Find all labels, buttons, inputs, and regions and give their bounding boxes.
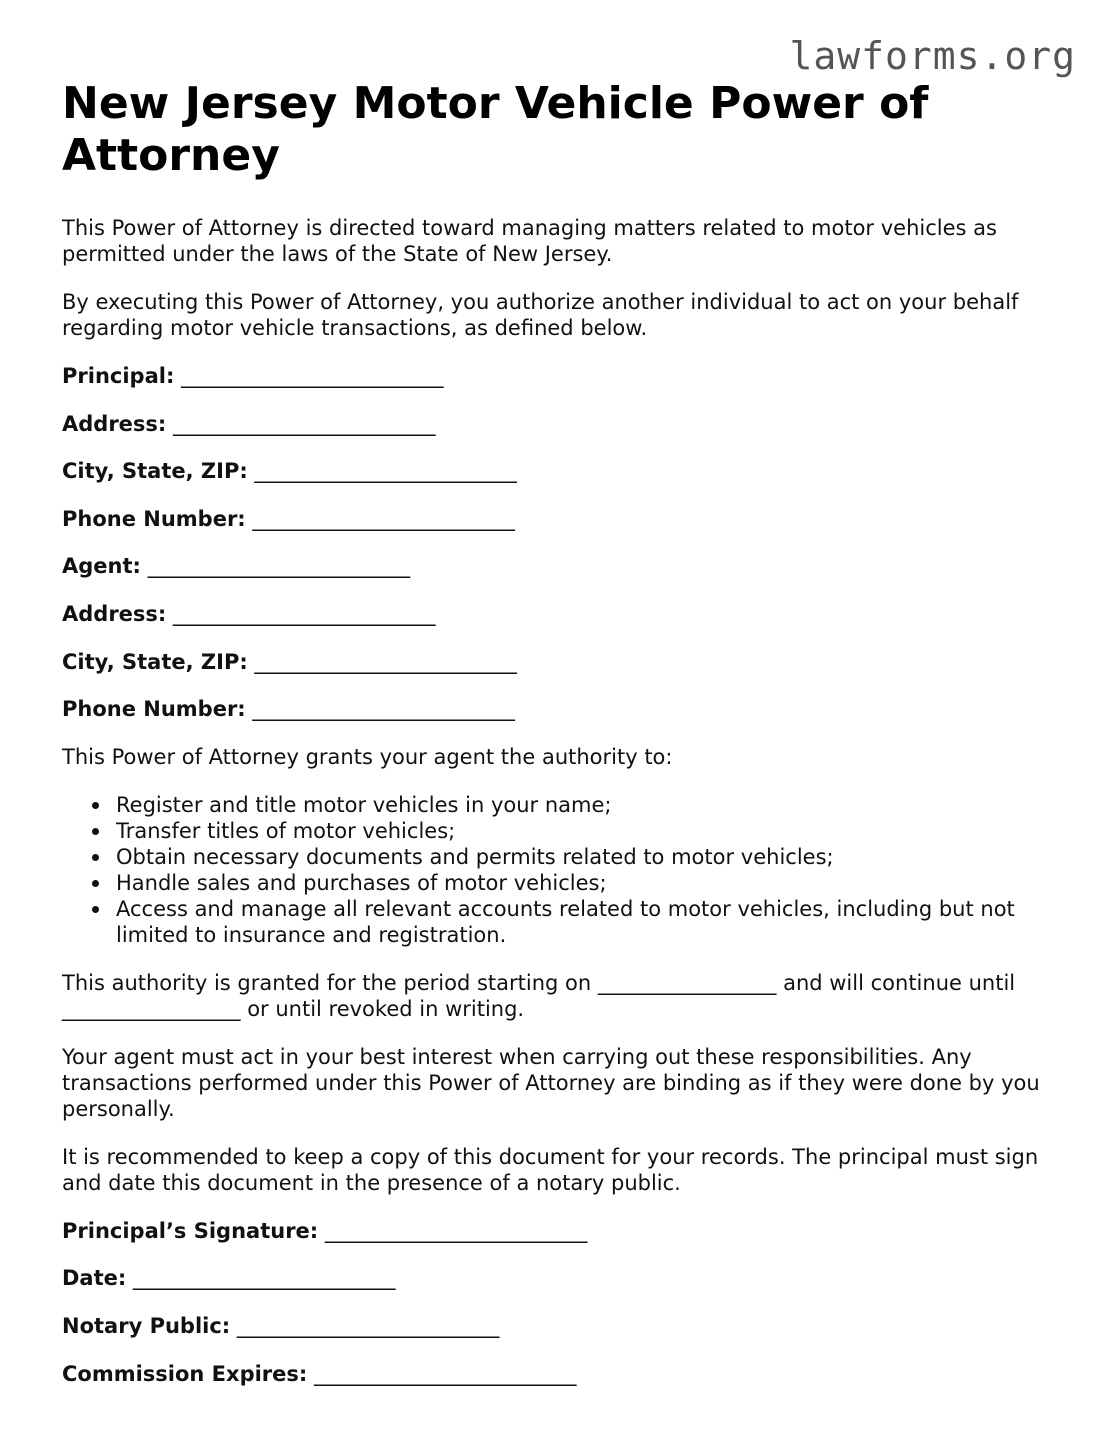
field-label: Principal: bbox=[62, 364, 175, 388]
principal-agent-fields bbox=[62, 363, 1052, 722]
field-blank[interactable]: _________________________ bbox=[254, 649, 517, 674]
intro-paragraph-2: By executing this Power of Attorney, you authorize another individual to act on your behalf regarding motor vehicle transactions, as defined below. bbox=[62, 290, 1019, 340]
field-label: City, State, ZIP: bbox=[62, 459, 248, 484]
date-field[interactable] bbox=[62, 1265, 1052, 1291]
period-paragraph bbox=[62, 970, 1052, 1022]
responsibility-paragraph: Your agent must act in your best interest when carrying out these responsibilities. Any transactions performed under this Power of Attorney are binding as if they were done by you personally. bbox=[62, 1044, 1040, 1121]
end-date-blank[interactable]: _________________ bbox=[62, 996, 241, 1021]
principal-name-field[interactable] bbox=[62, 363, 1052, 389]
principal-signature-field[interactable] bbox=[62, 1218, 1052, 1244]
agent-name-field[interactable] bbox=[62, 553, 1052, 579]
field-blank[interactable]: _________________________ bbox=[254, 459, 517, 484]
principal-city-state-zip-field[interactable] bbox=[62, 458, 1052, 484]
field-blank[interactable]: _________________________ bbox=[314, 1361, 577, 1386]
field-blank[interactable]: _________________________ bbox=[173, 601, 436, 626]
field-label: Commission Expires: bbox=[62, 1361, 308, 1386]
field-blank[interactable]: _________________________ bbox=[252, 697, 515, 722]
start-date-blank[interactable]: _________________ bbox=[597, 970, 777, 995]
document-page bbox=[62, 78, 1052, 1408]
field-label: Agent: bbox=[62, 554, 141, 579]
principal-address-field[interactable] bbox=[62, 411, 1052, 437]
notary-public-field[interactable] bbox=[62, 1313, 1052, 1339]
principal-phone-field[interactable] bbox=[62, 506, 1052, 532]
field-blank[interactable]: _________________________ bbox=[324, 1218, 588, 1243]
recommendation-paragraph: It is recommended to keep a copy of this document for your records. The principal must sign and date this document in the presence of a notary public. bbox=[62, 1144, 1039, 1195]
authority-list bbox=[62, 792, 1052, 948]
intro-paragraph-1: This Power of Attorney is directed toward managing matters related to motor vehicles as permitted under the laws of the State of New Jersey. bbox=[62, 216, 997, 266]
watermark: lawforms.org bbox=[789, 34, 1076, 78]
field-label: Phone Number: bbox=[62, 697, 246, 722]
period-text-2: and will continue until bbox=[783, 970, 1016, 995]
field-label: Principal’s Signature: bbox=[62, 1218, 319, 1243]
field-label: City, State, ZIP: bbox=[62, 649, 248, 674]
document-title: New Jersey Motor Vehicle Power of Attorney bbox=[62, 78, 929, 181]
field-label: Notary Public: bbox=[62, 1313, 231, 1338]
field-label: Phone Number: bbox=[62, 506, 246, 531]
field-blank[interactable]: _________________________ bbox=[181, 364, 444, 388]
field-label: Address: bbox=[62, 411, 167, 436]
period-text-1: This authority is granted for the period starting on bbox=[62, 970, 592, 995]
field-blank[interactable]: _________________________ bbox=[236, 1313, 500, 1338]
field-label: Date: bbox=[62, 1266, 127, 1291]
field-blank[interactable]: _________________________ bbox=[147, 554, 411, 579]
agent-phone-field[interactable] bbox=[62, 696, 1052, 722]
commission-expires-field[interactable] bbox=[62, 1361, 1052, 1387]
field-label: Address: bbox=[62, 601, 167, 626]
field-blank[interactable]: _________________________ bbox=[132, 1266, 396, 1291]
list-item: Register and title motor vehicles in your name; bbox=[116, 792, 1052, 818]
agent-address-field[interactable] bbox=[62, 601, 1052, 627]
period-text-3: or until revoked in writing. bbox=[247, 996, 525, 1021]
list-item: Handle sales and purchases of motor vehicles; bbox=[116, 870, 1052, 896]
list-item: Obtain necessary documents and permits related to motor vehicles; bbox=[116, 844, 1052, 870]
signature-fields bbox=[62, 1218, 1052, 1387]
list-item: Access and manage all relevant accounts related to motor vehicles, including but not limited to insurance and registration. bbox=[116, 896, 1052, 948]
list-item: Transfer titles of motor vehicles; bbox=[116, 818, 1052, 844]
field-blank[interactable]: _________________________ bbox=[252, 506, 515, 531]
agent-city-state-zip-field[interactable] bbox=[62, 649, 1052, 675]
field-blank[interactable]: _________________________ bbox=[173, 411, 436, 436]
grant-intro: This Power of Attorney grants your agent the authority to: bbox=[62, 744, 673, 769]
